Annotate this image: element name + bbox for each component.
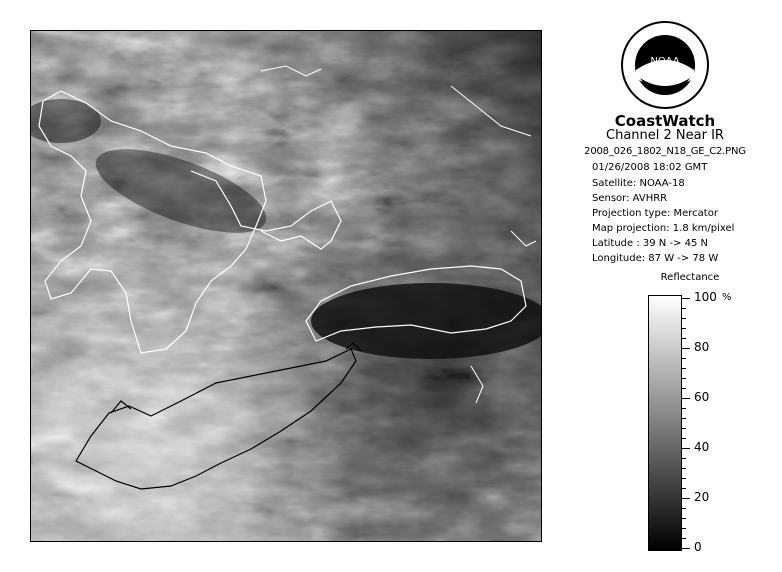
colorbar-minor-tick xyxy=(682,388,686,389)
map-projection-text: Map projection: 1.8 km/pixel xyxy=(592,223,735,234)
colorbar-tick-label: 40 xyxy=(694,440,710,454)
colorbar-minor-tick xyxy=(682,538,686,539)
satellite-image xyxy=(30,30,542,542)
legend-unit: % xyxy=(722,292,732,303)
colorbar-tick-label: 100 xyxy=(694,290,717,304)
sensor-text: Sensor: AVHRR xyxy=(592,193,668,204)
file-name: 2008_026_1802_N18_GE_C2.PNG xyxy=(584,146,746,157)
lake-ontario-dark-area xyxy=(311,283,541,359)
colorbar-tick xyxy=(682,398,690,399)
channel-label: Channel 2 Near IR xyxy=(606,128,724,143)
colorbar-minor-tick xyxy=(682,518,686,519)
colorbar-minor-tick xyxy=(682,308,686,309)
datetime-text: 01/26/2008 18:02 GMT xyxy=(592,162,708,173)
colorbar-minor-tick xyxy=(682,318,686,319)
colorbar-tick-label: 80 xyxy=(694,340,710,354)
noaa-logo xyxy=(620,20,710,110)
colorbar-minor-tick xyxy=(682,508,686,509)
latitude-text: Latitude : 39 N -> 45 N xyxy=(592,238,708,249)
colorbar-minor-tick xyxy=(682,528,686,529)
colorbar-tick-label: 0 xyxy=(694,540,702,554)
colorbar-minor-tick xyxy=(682,478,686,479)
colorbar-tick xyxy=(682,298,690,299)
colorbar-tick-label: 20 xyxy=(694,490,710,504)
colorbar-minor-tick xyxy=(682,458,686,459)
longitude-text: Longitude: 87 W -> 78 W xyxy=(592,253,719,264)
colorbar-minor-tick xyxy=(682,468,686,469)
colorbar-minor-tick xyxy=(682,428,686,429)
colorbar-minor-tick xyxy=(682,358,686,359)
colorbar-minor-tick xyxy=(682,368,686,369)
colorbar-tick-label: 60 xyxy=(694,390,710,404)
projection-type-text: Projection type: Mercator xyxy=(592,208,718,219)
colorbar-minor-tick xyxy=(682,418,686,419)
colorbar-minor-tick xyxy=(682,438,686,439)
brand-title: CoastWatch xyxy=(614,112,716,130)
colorbar-tick xyxy=(682,498,690,499)
colorbar-tick xyxy=(682,448,690,449)
legend-title: Reflectance xyxy=(660,272,720,283)
reflectance-colorbar xyxy=(648,295,682,551)
colorbar-minor-tick xyxy=(682,378,686,379)
colorbar-minor-tick xyxy=(682,338,686,339)
colorbar-tick xyxy=(682,548,690,549)
colorbar-minor-tick xyxy=(682,408,686,409)
colorbar-tick xyxy=(682,348,690,349)
logo-center-text: NOAA xyxy=(650,56,680,67)
colorbar-minor-tick xyxy=(682,488,686,489)
colorbar-minor-tick xyxy=(682,328,686,329)
satellite-image-svg xyxy=(31,31,541,541)
satellite-text: Satellite: NOAA-18 xyxy=(592,178,685,189)
